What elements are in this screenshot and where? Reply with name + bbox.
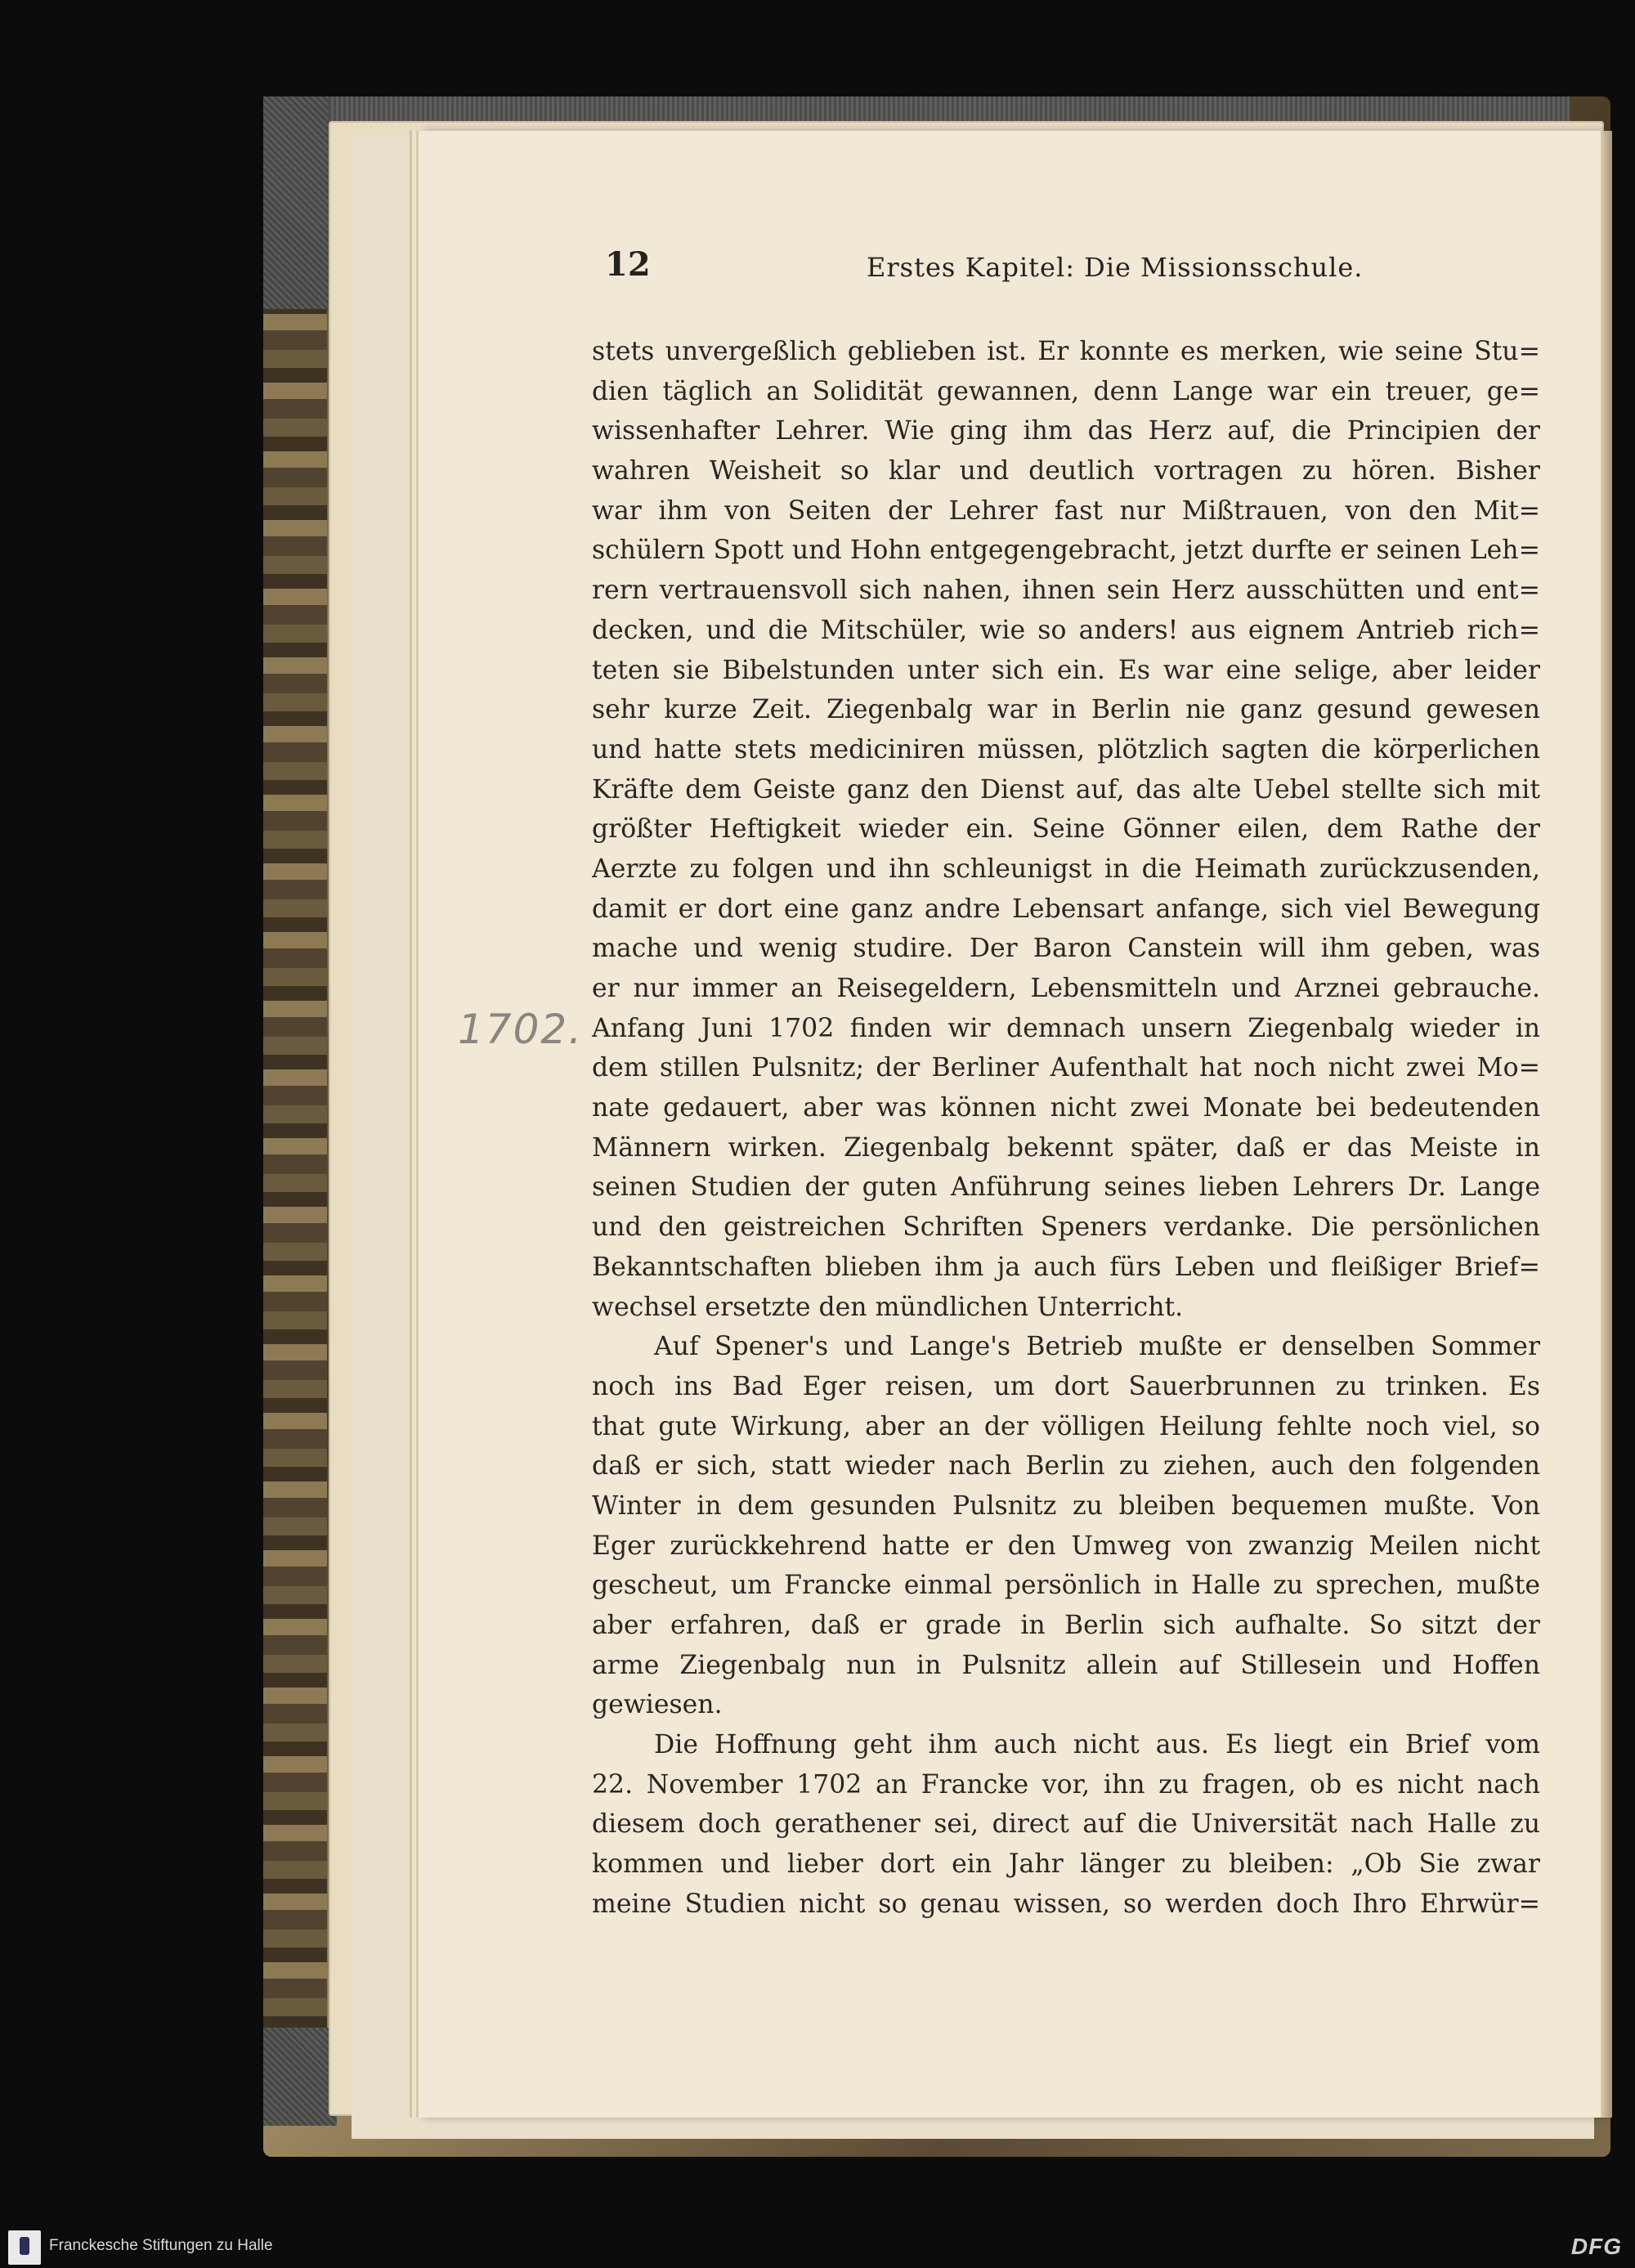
- text-line: dem stillen Pulsnitz; der Berliner Aufenthalt hat noch nicht zwei Mo=: [592, 1053, 1540, 1083]
- text-line: that gute Wirkung, aber an der völligen Heilung fehlte noch viel, so: [592, 1411, 1540, 1441]
- text-line: teten sie Bibelstunden unter sich ein. Es war eine selige, aber leider: [592, 655, 1540, 685]
- text-line: daß er sich, statt wieder nach Berlin zu ziehen, auch den folgenden: [592, 1451, 1540, 1481]
- text-line: diesem doch gerathener sei, direct auf die Universität nach Halle zu: [592, 1809, 1540, 1840]
- text-line: dien täglich an Solidität gewannen, denn Lange war ein treuer, ge=: [592, 376, 1540, 406]
- text-line: und hatte stets mediciniren müssen, plötzlich sagten die körperlichen: [592, 734, 1540, 764]
- text-line: aber erfahren, daß er grade in Berlin sich aufhalte. So sitzt der: [592, 1611, 1540, 1640]
- page-number: 12: [605, 245, 651, 284]
- text-line: noch ins Bad Eger reisen, um dort Sauerbrunnen zu trinken. Es: [592, 1371, 1540, 1401]
- text-line: rern vertrauensvoll sich nahen, ihnen sein Herz ausschütten und ent=: [592, 576, 1540, 606]
- cloth-binding-corner-bottom: [263, 2028, 337, 2126]
- text-line: Eger zurückkehrend hatte er den Umweg von zwanzig Meilen nicht: [592, 1531, 1540, 1561]
- text-line: war ihm von Seiten der Lehrer fast nur Mißtrauen, von den Mit=: [592, 495, 1540, 526]
- text-line: wahren Weisheit so klar und deutlich vortragen zu hören. Bisher: [592, 456, 1540, 486]
- text-line: nate gedauert, aber was können nicht zwei Monate bei bedeutenden: [592, 1093, 1540, 1123]
- text-line: wissenhafter Lehrer. Wie ging ihm das Herz auf, die Principien der: [592, 416, 1540, 446]
- text-line: arme Ziegenbalg nun in Pulsnitz allein auf Stillesein und Hoffen: [592, 1650, 1540, 1680]
- text-line: schülern Spott und Hohn entgegengebracht, jetzt durfte er seinen Leh=: [592, 536, 1540, 566]
- running-head: Erstes Kapitel: Die Missionsschule.: [867, 252, 1364, 283]
- text-line: Anfang Juni 1702 finden wir demnach unsern Ziegenbalg wieder in: [592, 1013, 1540, 1043]
- text-line: größter Heftigkeit wieder ein. Seine Gönner eilen, dem Rathe der: [592, 814, 1540, 845]
- text-line: wechsel ersetzte den mündlichen Unterricht.: [592, 1292, 1184, 1322]
- text-line: Bekanntschaften blieben ihm ja auch fürs Leben und fleißiger Brief=: [592, 1252, 1540, 1282]
- text-line: damit er dort eine ganz andre Lebensart anfange, sich viel Bewegung: [592, 894, 1540, 924]
- text-line: und den geistreichen Schriften Speners verdanke. Die persönlichen: [592, 1212, 1540, 1243]
- text-line: Winter in dem gesunden Pulsnitz zu bleiben bequemen mußte. Von: [592, 1490, 1540, 1521]
- text-line: mache und wenig studire. Der Baron Canstein will ihm geben, was: [592, 934, 1540, 964]
- body-text: [592, 332, 1540, 1925]
- viewer-footer-bar: [0, 2227, 1635, 2268]
- text-line: Aerzte zu folgen und ihn schleunigst in die Heimath zurückzusenden,: [592, 854, 1540, 884]
- text-line: 22. November 1702 an Francke vor, ihn zu fragen, ob es nicht nach: [592, 1769, 1540, 1800]
- text-line: stets unvergeßlich geblieben ist. Er konnte es merken, wie seine Stu=: [592, 337, 1540, 366]
- page-header: [605, 245, 1529, 291]
- dfg-logo: DFG: [1570, 2234, 1622, 2259]
- text-line: seinen Studien der guten Anführung seines lieben Lehrers Dr. Lange: [592, 1172, 1540, 1203]
- institution-logo-icon: [8, 2230, 41, 2265]
- page-edge: [1601, 131, 1612, 2118]
- text-line: gewiesen.: [592, 1690, 723, 1720]
- text-line-paragraph-start: Die Hoffnung geht ihm auch nicht aus. Es liegt ein Brief vom: [654, 1730, 1540, 1760]
- institution-name: Franckesche Stiftungen zu Halle: [49, 2237, 273, 2254]
- text-line: sehr kurze Zeit. Ziegenbalg war in Berlin nie ganz gesund gewesen: [592, 695, 1540, 725]
- text-line: Kräfte dem Geiste ganz den Dienst auf, das alte Uebel stellte sich mit: [592, 774, 1540, 805]
- cloth-binding-corner-top: [263, 96, 329, 309]
- book-spine: [263, 213, 327, 2126]
- text-line: decken, und die Mitschüler, wie so anders! aus eignem Antrieb rich=: [592, 615, 1540, 645]
- text-line: kommen und lieber dort ein Jahr länger zu bleiben: „Ob Sie zwar: [592, 1849, 1540, 1880]
- text-line: gescheut, um Francke einmal persönlich in Halle zu sprechen, mußte: [592, 1571, 1540, 1601]
- text-line: er nur immer an Reisegeldern, Lebensmitteln und Arznei gebrauche.: [592, 974, 1540, 1003]
- text-line: meine Studien nicht so genau wissen, so werden doch Ihro Ehrwür=: [592, 1889, 1540, 1919]
- handwritten-margin-note: 1702.: [458, 1006, 584, 1053]
- text-line-paragraph-start: Auf Spener's und Lange's Betrieb mußte er denselben Sommer: [654, 1332, 1540, 1362]
- text-line: Männern wirken. Ziegenbalg bekennt später, daß er das Meiste in: [592, 1132, 1540, 1163]
